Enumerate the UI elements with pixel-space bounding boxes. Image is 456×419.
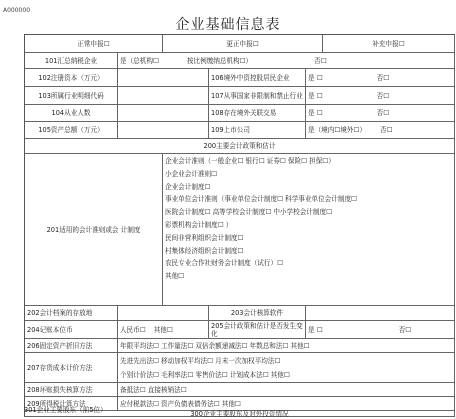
row-106-options[interactable] [306,69,455,87]
row-208-options[interactable]: 备抵法☐ 直接核销法☐ [118,383,455,397]
row-204-label: 204记账本位币 [25,321,118,339]
standard-option-line[interactable]: 医院会计制度☐ 高等学校会计制度☐ 中小学校会计制度☐ [165,208,332,217]
row-101-proportional-option[interactable]: 按比例缴纳总机构☐） [186,56,253,65]
row-107-label: 107从事国家非限制和禁止行业 [209,87,306,105]
row-206-label: 206固定资产折旧方法 [25,339,118,353]
row-204-options[interactable] [118,321,209,339]
row-107-no-option[interactable]: 否☐ [376,91,390,100]
standard-option-line[interactable]: 小企业会计准则☐ [165,169,218,178]
row-203-value[interactable] [306,306,455,321]
row-208-label: 208坏账损失核算方法 [25,383,118,397]
row-104-value[interactable] [118,105,209,122]
standard-option-line[interactable]: 彩票机构会计制度☐ ） [165,220,233,229]
row-301-label: 301企业主要股东（前5位） [24,406,107,414]
other-currency-option[interactable]: 其他☐ [153,325,173,334]
row-202-value[interactable] [118,306,209,321]
row-105-value[interactable] [118,122,209,139]
form-code: A000000 [3,7,31,14]
standard-option-line[interactable]: 村集体经济组织会计制度☐ [165,246,244,255]
row-108-label: 108存在境外关联交易 [209,105,306,122]
row-108-options[interactable] [306,105,455,122]
row-109-yes-option[interactable]: 是（境内☐境外☐） [308,126,366,134]
row-107-options[interactable] [306,87,455,105]
row-207-line-2[interactable]: 个别计价法☐ 毛利率法☐ 零售价法☐ 计划成本法☐ 其他☐ [120,371,290,379]
row-206-options[interactable]: 年限平均法☐ 工作量法☐ 双倍余额递减法☐ 年数总和法☐ 其他☐ [118,339,455,353]
section-200-header: 200主要会计政策和估计 [25,139,455,154]
standard-option-line[interactable]: 其他☐ [165,272,185,281]
row-104-label: 104从业人数 [25,105,118,122]
section-300-text: 300企业主要股东及对外投资情况 [190,410,289,418]
row-209-options[interactable]: 应付税款法☐ 资产负债表债务法☐ 其他☐ [118,397,455,411]
row-202-label: 202会计档案的存放地 [25,306,118,321]
row-203-label: 203会计核算软件 [209,306,306,321]
row-207-line-1[interactable]: 先进先出法☐ 移动加权平均法☐ 月末一次加权平均法☐ [120,357,281,365]
row-108-yes-option[interactable]: 是 ☐ [308,109,323,117]
row-106-label: 106境外中资控股居民企业 [209,69,306,87]
row-201-label: 201适用的会计准则或会 计制度 [25,154,163,306]
standard-option-line[interactable]: 民间非营利组织会计制度☐ [165,233,244,242]
row-108-no-option[interactable]: 否☐ [376,109,390,117]
row-205-no-option[interactable]: 否☐ [398,325,412,334]
row-201-options[interactable] [163,154,455,306]
row-109-no-option[interactable]: 否☐ [379,126,393,134]
row-101-no-option[interactable]: 否☐ [314,56,327,65]
row-103-label: 103所属行业明细代码 [25,87,118,105]
row-102-label: 102注册资本（万元） [25,69,118,87]
normal-filing-option[interactable]: 正常申报☐ [25,35,163,53]
row-109-options[interactable] [306,122,455,139]
row-207-options[interactable] [118,353,455,383]
row-101-label: 101汇总纳税企业 [25,53,118,69]
standard-option-line[interactable]: 企业会计准则（一般企业☐ 银行☐ 证券☐ 保险☐ 担保☐） [165,157,335,165]
row-101-yes-option[interactable]: 是（总机构☐ [120,56,159,65]
row-106-yes-option[interactable]: 是 ☐ [308,73,323,82]
row-205-options[interactable] [306,321,455,339]
row-109-label: 109上市公司 [209,122,306,139]
standard-option-line[interactable]: 企业会计制度☐ [165,182,211,191]
row-103-value[interactable] [118,87,209,105]
row-107-yes-option[interactable]: 是 ☐ [308,91,323,100]
supplement-filing-option[interactable]: 补充申报☐ [323,35,455,53]
row-205-label: 205会计政策和估计是否发生变化 [209,321,306,339]
page-title: 企业基础信息表 [175,17,281,33]
info-table [24,34,455,417]
row-105-label: 105资产总额（万元） [25,122,118,139]
standard-option-line[interactable]: 事业单位会计准则（事业单位会计制度☐ 科学事业单位会计制度☐ [165,195,357,204]
standard-option-line[interactable]: 农民专业合作社财务会计制度（试行）☐ [165,259,284,268]
row-106-no-option[interactable]: 否☐ [376,73,390,82]
row-102-value[interactable] [118,69,209,87]
rmb-option[interactable]: 人民币☐ [120,325,146,334]
row-205-yes-option[interactable]: 是 ☐ [308,325,323,334]
row-207-label: 207存货成本计价方法 [25,353,118,383]
correction-filing-option[interactable]: 更正申报☐ [163,35,323,53]
row-101-options[interactable] [118,53,455,69]
row-209-label: 209所得税计算方法 [25,397,118,411]
